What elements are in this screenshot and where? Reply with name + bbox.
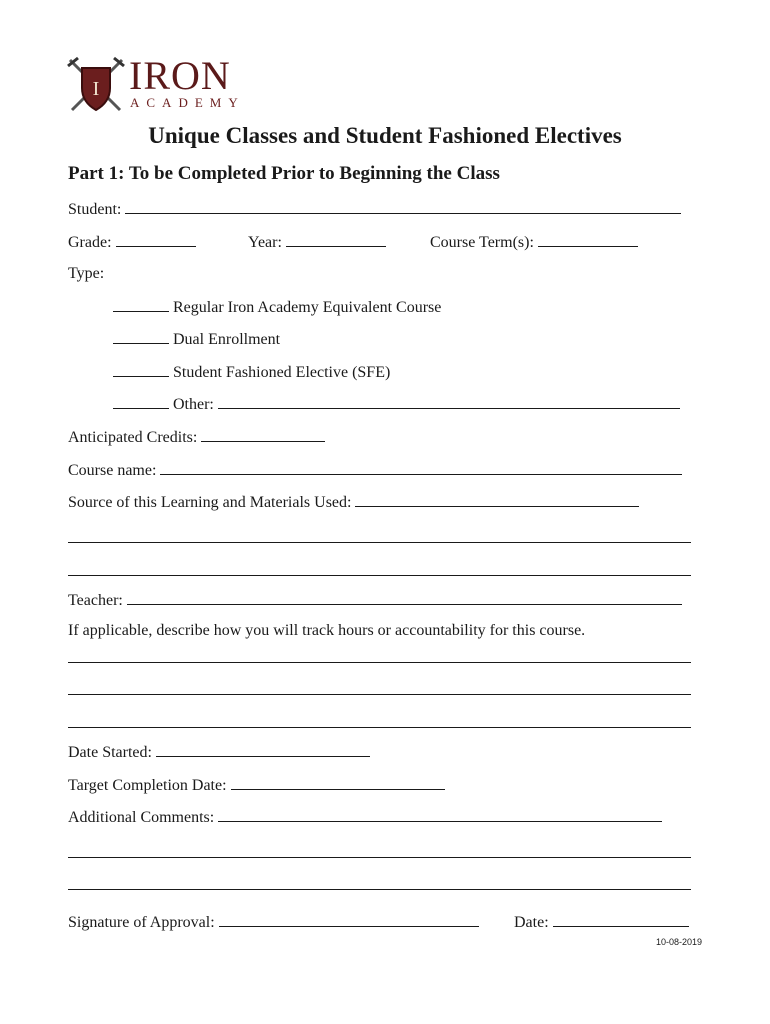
- target-completion-row: [68, 774, 445, 796]
- type-regular-blank[interactable]: [113, 296, 169, 312]
- source-field[interactable]: [355, 491, 639, 507]
- date-row: [514, 911, 689, 933]
- logo-wordmark: IRON: [129, 53, 231, 98]
- student-field[interactable]: [125, 198, 681, 214]
- type-label: Type:: [68, 265, 105, 282]
- course-name-label: Course name:: [68, 462, 157, 479]
- date-field[interactable]: [553, 911, 689, 927]
- target-completion-field[interactable]: [231, 774, 445, 790]
- grade-row: [68, 231, 196, 253]
- comments-row: [68, 806, 662, 828]
- type-option-dual: [113, 328, 280, 350]
- type-regular-label: Regular Iron Academy Equivalent Course: [173, 299, 442, 316]
- course-terms-row: [430, 231, 638, 253]
- logo-subword: ACADEMY: [130, 95, 245, 110]
- track-hours-prompt: If applicable, describe how you will track hours or accountability for this course.: [68, 622, 586, 639]
- student-label: Student:: [68, 201, 122, 218]
- signature-label: Signature of Approval:: [68, 914, 215, 931]
- credits-row: [68, 426, 325, 448]
- course-name-row: [68, 459, 682, 481]
- type-option-sfe: [113, 361, 390, 383]
- course-terms-field[interactable]: [538, 231, 638, 247]
- comments-line-3[interactable]: [68, 889, 691, 890]
- credits-label: Anticipated Credits:: [68, 429, 198, 446]
- type-other-label: Other:: [173, 396, 214, 413]
- form-title: Unique Classes and Student Fashioned Electives: [148, 123, 622, 148]
- type-dual-label: Dual Enrollment: [173, 331, 281, 348]
- year-field[interactable]: [286, 231, 386, 247]
- credits-field[interactable]: [201, 426, 325, 442]
- grade-field[interactable]: [116, 231, 196, 247]
- source-line-3[interactable]: [68, 575, 691, 576]
- signature-field[interactable]: [219, 911, 479, 927]
- source-label: Source of this Learning and Materials Used:: [68, 494, 352, 511]
- course-name-field[interactable]: [160, 459, 682, 475]
- student-row: [68, 198, 681, 220]
- source-row: [68, 491, 639, 513]
- date-started-row: [68, 741, 370, 763]
- year-row: [248, 231, 386, 253]
- part1-heading: Part 1: To be Completed Prior to Beginning the Class: [68, 163, 500, 184]
- signature-row: [68, 911, 479, 933]
- type-other-blank[interactable]: [113, 393, 169, 409]
- teacher-label: Teacher:: [68, 592, 123, 609]
- date-started-field[interactable]: [156, 741, 370, 757]
- comments-line-2[interactable]: [68, 857, 691, 858]
- year-label: Year:: [248, 234, 282, 251]
- type-other-field[interactable]: [218, 393, 680, 409]
- teacher-row: [68, 589, 682, 611]
- track-hours-line-2[interactable]: [68, 694, 691, 695]
- date-label: Date:: [514, 914, 549, 931]
- type-sfe-label: Student Fashioned Elective (SFE): [173, 364, 391, 381]
- track-hours-line-1[interactable]: [68, 662, 691, 663]
- comments-field[interactable]: [218, 806, 662, 822]
- track-hours-line-3[interactable]: [68, 727, 691, 728]
- comments-label: Additional Comments:: [68, 809, 215, 826]
- type-option-other: [113, 393, 680, 415]
- teacher-field[interactable]: [127, 589, 682, 605]
- target-completion-label: Target Completion Date:: [68, 777, 227, 794]
- grade-label: Grade:: [68, 234, 112, 251]
- svg-text:I: I: [92, 78, 100, 100]
- date-started-label: Date Started:: [68, 744, 152, 761]
- type-option-regular: [113, 296, 441, 318]
- revision-date: 10-08-2019: [655, 937, 702, 947]
- type-dual-blank[interactable]: [113, 328, 169, 344]
- source-line-2[interactable]: [68, 542, 691, 543]
- course-terms-label: Course Term(s):: [430, 234, 534, 251]
- iron-academy-logo: [66, 53, 256, 116]
- type-sfe-blank[interactable]: [113, 361, 169, 377]
- shield-swords-icon: [66, 56, 126, 114]
